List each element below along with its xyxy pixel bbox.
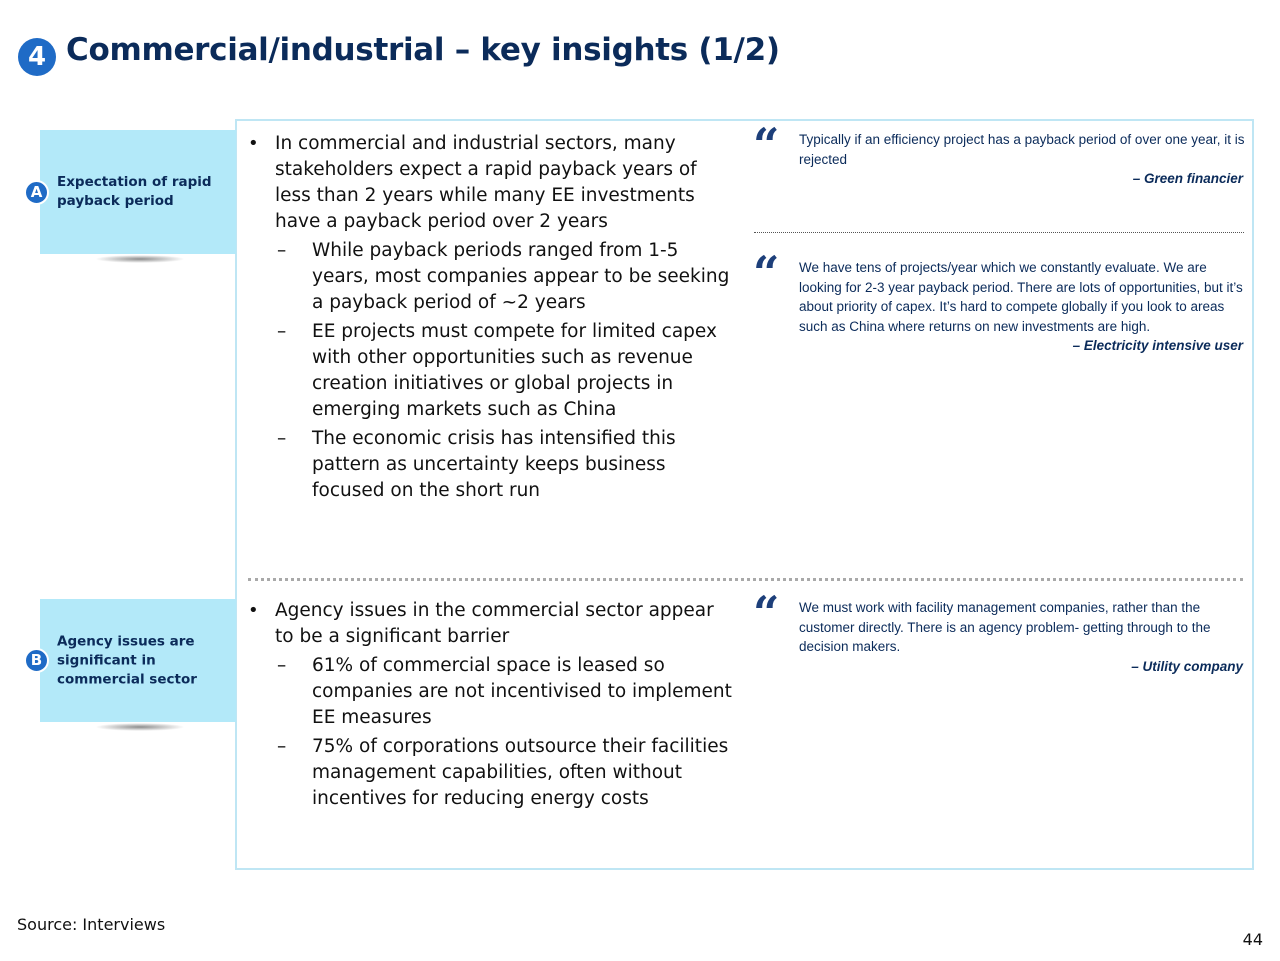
quote-attribution: – Green financier	[1132, 171, 1243, 186]
quote-attribution: – Electricity intensive user	[1072, 338, 1243, 353]
section-b-badge: B	[24, 648, 49, 673]
sub-bullet	[248, 238, 738, 316]
dash-icon: –	[277, 240, 287, 261]
section-b-label: Agency issues are significant in commercial sector	[57, 633, 197, 687]
section-divider	[248, 578, 1243, 581]
quote-utility-company	[753, 586, 1245, 674]
dash-icon: –	[277, 428, 287, 449]
section-a-main-bullet	[248, 131, 738, 235]
bullet-icon: •	[248, 133, 259, 154]
quote-divider	[754, 232, 1244, 233]
section-number-badge: 4	[18, 38, 56, 76]
sub-bullet-text: While payback periods ranged from 1-5 years, most companies appear to be seeking a payback period of ~2 years	[312, 240, 730, 313]
section-b-tab	[40, 599, 236, 722]
quote-electricity-user	[753, 246, 1245, 353]
sub-bullet	[248, 734, 738, 812]
section-a-badge: A	[24, 180, 49, 205]
quote-mark-icon: “	[753, 246, 776, 300]
page-number: 44	[1242, 930, 1263, 949]
quote-mark-icon: “	[753, 586, 776, 640]
sub-bullet-text: 61% of commercial space is leased so companies are not incentivised to implement EE measures	[312, 655, 732, 728]
bullet-text: Agency issues in the commercial sector appear to be a significant barrier	[275, 600, 714, 647]
section-a-label: Expectation of rapid payback period	[57, 174, 212, 209]
section-a-bullets	[248, 131, 738, 504]
sub-bullet	[248, 319, 738, 423]
quote-attribution: – Utility company	[1131, 658, 1243, 674]
section-b-bullets	[248, 598, 738, 812]
quote-text: Typically if an efficiency project has a payback period of over one year, it is rejected	[799, 132, 1245, 167]
sub-bullet-text: EE projects must compete for limited capex with other opportunities such as revenue creation initiatives or global projects in emerging markets such as China	[312, 321, 717, 420]
section-b-tab-shadow	[95, 723, 185, 731]
bullet-text: In commercial and industrial sectors, many stakeholders expect a rapid payback years of less than 2 years while many EE investments have a payback period over 2 years	[275, 133, 697, 232]
dash-icon: –	[277, 655, 287, 676]
section-a-tab-shadow	[95, 255, 185, 263]
sub-bullet-text: 75% of corporations outsource their facilities management capabilities, often without incentives for reducing energy costs	[312, 736, 729, 809]
page-title: Commercial/industrial – key insights (1/2)	[66, 32, 780, 68]
quote-text: We have tens of projects/year which we constantly evaluate. We are looking for 2-3 year payback period. There are lots of opportunities, but it’s about priority of capex. It’s hard to compete globally if you look to areas such as China where returns on new investments are high.	[799, 260, 1243, 334]
quote-text: We must work with facility management companies, rather than the customer directly. There is an agency problem- getting through to the decision makers.	[799, 600, 1211, 654]
quote-mark-icon: “	[753, 118, 776, 172]
sub-bullet	[248, 653, 738, 731]
source-note: Source: Interviews	[17, 915, 166, 934]
section-a-tab	[40, 130, 236, 254]
sub-bullet	[248, 426, 738, 504]
bullet-icon: •	[248, 600, 259, 621]
sub-bullet-text: The economic crisis has intensified this pattern as uncertainty keeps business focused on the short run	[312, 428, 676, 501]
dash-icon: –	[277, 321, 287, 342]
quote-green-financier	[753, 118, 1245, 186]
section-b-main-bullet	[248, 598, 738, 650]
dash-icon: –	[277, 736, 287, 757]
